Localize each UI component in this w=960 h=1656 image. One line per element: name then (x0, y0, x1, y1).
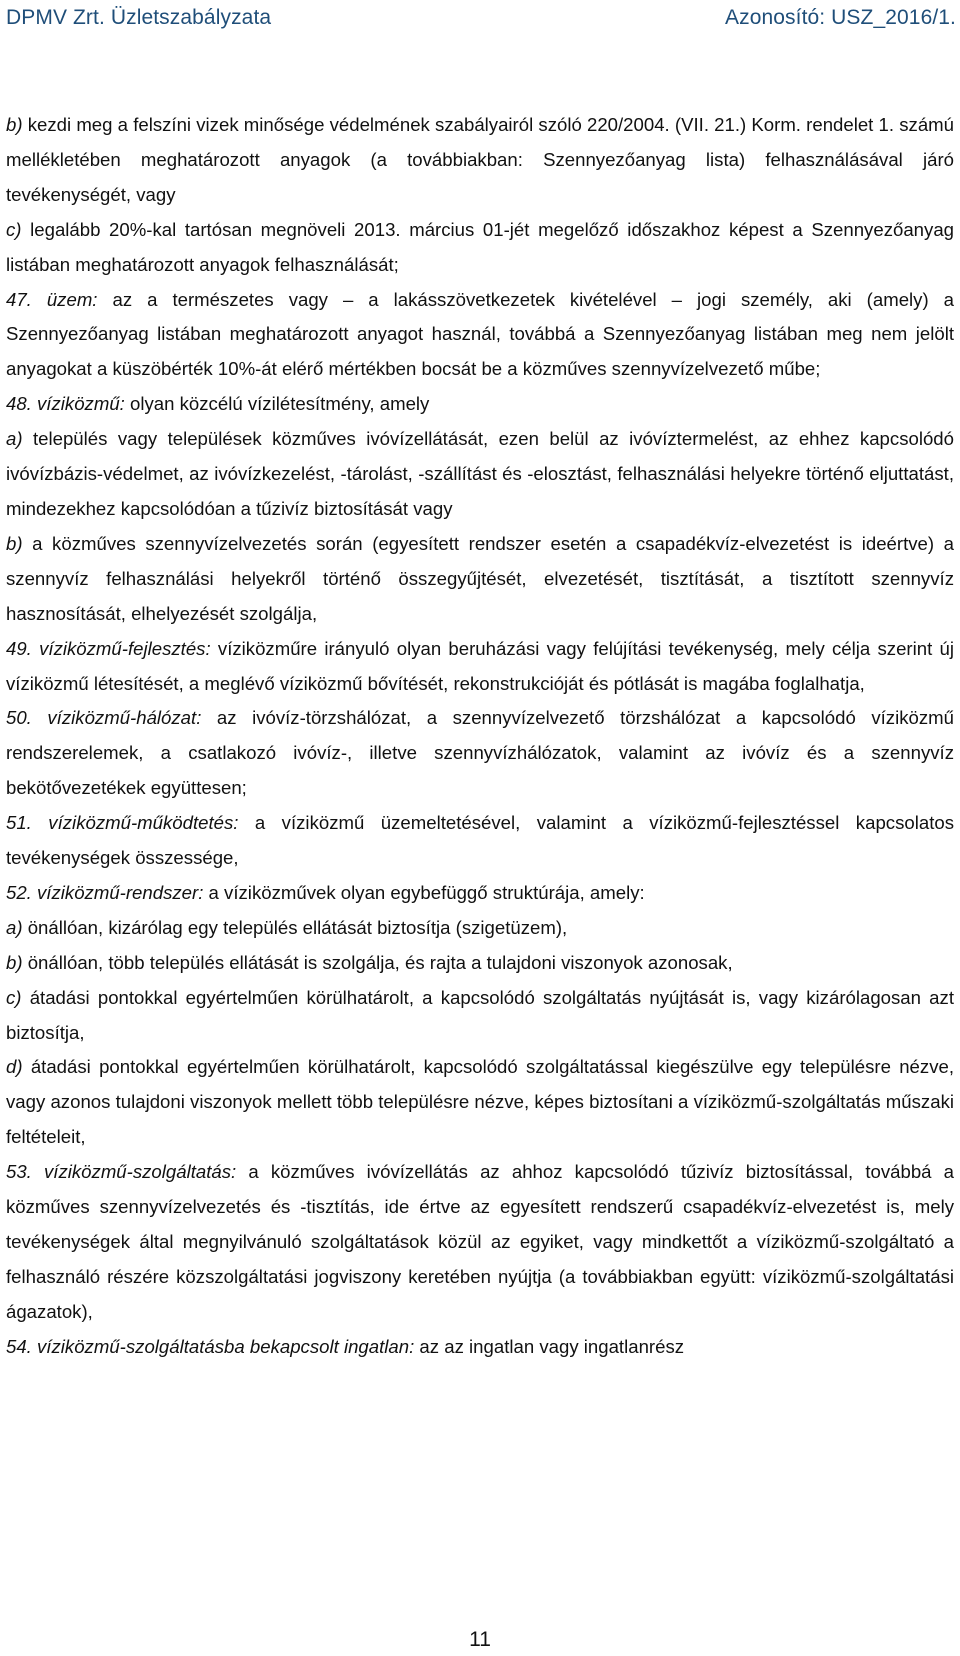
definition-term: 48. víziközmű: (6, 393, 125, 415)
paragraph-d-atadasi (6, 1050, 954, 1155)
definition-47-uzem (6, 283, 954, 388)
definition-text: az az ingatlan vagy ingatlanrész (414, 1335, 685, 1357)
item-label: b) (6, 951, 23, 973)
item-label: c) (6, 218, 22, 240)
definition-text: víziközműre irányuló olyan beruházási vagy felújítási tevékenység, mely célja szerint új víziközmű létesítését, a meglévő víziközmű bővítését, rekonstrukcióját és pótlását is magába foglalhatja, (6, 637, 954, 694)
definition-50-halozat (6, 701, 954, 806)
definition-text: az a természetes vagy – a lakásszövetkezetek kivételével – jogi személy, aki (amely) a Szennyezőanyag listában meghatározott anyagot használ, továbbá a Szennyezőanyag listában meg nem jelölt anyagokat a küszöbérték 10%-át elérő mértékben bocsát be a közműves szennyvízelvezető műbe; (6, 288, 954, 380)
page-content (6, 108, 954, 1365)
paragraph-c-atadasi (6, 981, 954, 1051)
definition-53-szolgaltatas (6, 1155, 954, 1330)
definition-49-fejlesztes (6, 632, 954, 702)
definition-term: 49. víziközmű-fejlesztés: (6, 637, 211, 659)
item-text: legalább 20%-kal tartósan megnöveli 2013. március 01-jét megelőző időszakhoz képest a Szennyezőanyag listában meghatározott anyagok felhasználását; (6, 218, 954, 275)
definition-51-mukodtetes (6, 806, 954, 876)
page-number: 11 (469, 1628, 491, 1651)
definition-term: 51. víziközmű-működtetés: (6, 812, 239, 834)
definition-term: 54. víziközmű-szolgáltatásba bekapcsolt ingatlan: (6, 1335, 415, 1357)
item-text: kezdi meg a felszíni vizek minősége védelmének szabályairól szóló 220/2004. (VII. 21.) Korm. rendelet 1. számú mellékletében meghatározott anyagok (a továbbiakban: Szennyezőanyag lista) felhasználásával járó tevékenységét, vagy (6, 114, 954, 205)
definition-term: 47. üzem: (6, 288, 98, 310)
item-text: átadási pontokkal egyértelműen körülhatárolt, a kapcsolódó szolgáltatás nyújtását is, vagy kizárólagosan azt biztosítja, (6, 986, 954, 1043)
paragraph-a-onalloan (6, 911, 954, 946)
definition-text: a közműves ivóvízellátás az ahhoz kapcsolódó tűzivíz biztosítással, továbbá a közműves szennyvízelvezetés és -tisztítás, ide értve az egyesített rendszerű csapadékvíz-elvezetést is, mely tevékenységek által megnyilvánuló szolgáltatások közül az egyiket, vagy mindkettőt a víziközmű-szolgáltató a felhasználó részére közszolgáltatási jogviszony keretében nyújtja (a továbbiakban együtt: víziközmű-szolgáltatási ágazatok), (6, 1161, 954, 1322)
item-label: b) (6, 114, 23, 135)
item-text: a közműves szennyvízelvezetés során (egyesített rendszer esetén a csapadékvíz-elvezetést is ideértve) a szennyvíz felhasználási helyekről történő összegyűjtését, elvezetését, tisztítását, a tisztított szennyvíz hasznosítását, elhelyezését szolgálja, (6, 532, 954, 624)
item-label: a) (6, 916, 23, 938)
item-label: d) (6, 1056, 23, 1078)
definition-text: olyan közcélú vízilétesítmény, amely (124, 393, 430, 415)
item-text: önállóan, kizárólag egy település ellátását biztosítja (szigetüzem), (22, 916, 568, 938)
paragraph-b-onalloan (6, 946, 954, 981)
definition-54-ingatlan (6, 1330, 954, 1365)
paragraph-b-kozmuves (6, 527, 954, 632)
page-header (6, 0, 956, 36)
item-text: település vagy települések közműves ivóvízellátását, ezen belül az ivóvíztermelést, az ehhez kapcsolódó ivóvízbázis-védelmet, az ivóvízkezelést, -tárolást, -szállítást és -elosztást, felhasználási helyekre történő eljuttatást, mindezekhez kapcsolódóan a tűzivíz biztosítását vagy (6, 428, 954, 519)
definition-text: a víziközmű üzemeltetésével, valamint a víziközmű-fejlesztéssel kapcsolatos tevékenységek összessége, (6, 812, 954, 869)
header-title: DPMV Zrt. Üzletszabályzata (6, 6, 272, 29)
definition-text: a víziközművek olyan egybefüggő struktúrája, amely: (203, 881, 645, 903)
item-text: átadási pontokkal egyértelműen körülhatárolt, kapcsolódó szolgáltatással kiegészülve egy településre nézve, vagy azonos tulajdoni viszonyok mellett több településre nézve, képes biztosítani a víziközmű-szolgáltatás műszaki feltételeit, (6, 1056, 954, 1148)
paragraph-c-legalabb (6, 213, 954, 283)
item-label: b) (6, 532, 23, 554)
definition-text: az ivóvíz-törzshálózat, a szennyvízelvezető törzshálózat a kapcsolódó víziközmű rendszerelemek, a csatlakozó ivóvíz-, illetve szennyvízhálózatok, valamint az ivóvíz és a szennyvíz bekötővezetékek együttesen; (6, 707, 955, 799)
item-label: a) (6, 428, 23, 450)
definition-48-vizikozmu (6, 387, 954, 422)
header-identifier: Azonosító: USZ_2016/1. (724, 6, 956, 29)
definition-term: 50. víziközmű-hálózat: (6, 707, 202, 729)
paragraph-b-kezdi (6, 108, 954, 213)
definition-term: 53. víziközmű-szolgáltatás: (6, 1161, 237, 1183)
item-label: c) (6, 986, 22, 1008)
item-text: önállóan, több település ellátását is szolgálja, és rajta a tulajdoni viszonyok azonosak, (22, 951, 733, 973)
paragraph-a-telepules (6, 422, 954, 527)
definition-52-rendszer (6, 876, 954, 911)
definition-term: 52. víziközmű-rendszer: (6, 881, 204, 903)
